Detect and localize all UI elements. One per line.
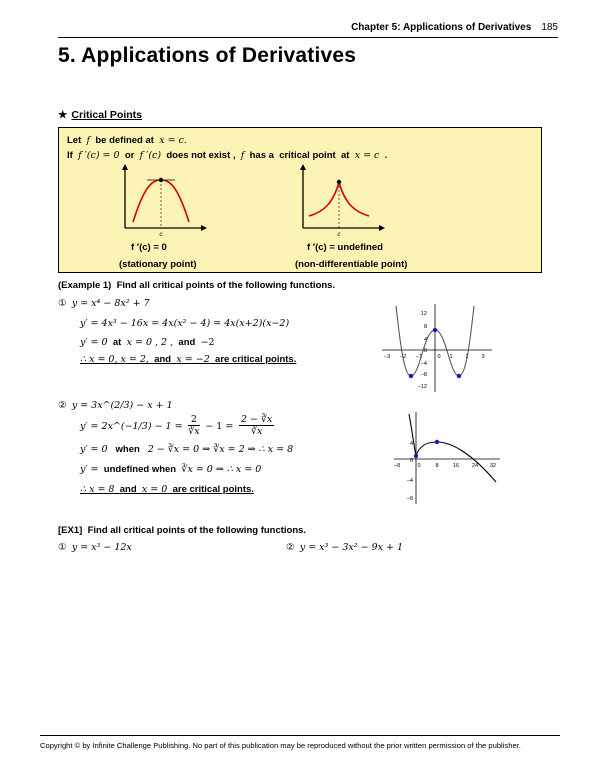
y-tick-label: −8 xyxy=(420,372,427,378)
section-label: Critical Points xyxy=(71,109,143,121)
x-tick-label: 24 xyxy=(471,463,479,469)
x-tick-label: 2 xyxy=(465,354,469,360)
x-tick-label: −1 xyxy=(415,354,423,360)
running-header xyxy=(351,22,558,33)
critical-point-marker xyxy=(435,440,439,444)
problem2-zeros: y′ = 0 when 2 − ∛x = 0 ⇒ ∛x = 2 ⇒ ∴ x = 8 xyxy=(80,444,294,455)
x-axis-arrow xyxy=(379,225,385,231)
y-tick-label: −4 xyxy=(406,478,413,484)
cube-root-graph xyxy=(392,410,502,506)
x-tick-label: 16 xyxy=(452,463,460,469)
y-axis-arrow xyxy=(122,164,128,170)
x-axis-arrow xyxy=(201,225,207,231)
x-tick-label: 0 xyxy=(437,354,441,360)
exercise-q2: ② y = x³ − 3x² − 9x + 1 xyxy=(286,542,403,553)
problem2-conclusion: ∴ x = 8 and x = 0 are critical points. xyxy=(80,484,254,495)
cube-root-curve xyxy=(406,414,496,484)
x-tick-label: 8 xyxy=(435,463,439,469)
quartic-graph xyxy=(376,302,496,394)
graph1-caption: f ′(c) = 0 xyxy=(131,242,167,253)
star-icon: ★ xyxy=(58,109,68,121)
chapter-title: Chapter 5: Applications of Derivatives xyxy=(351,22,532,33)
critical-point-marker xyxy=(457,374,461,378)
y-tick-label: −12 xyxy=(417,384,427,390)
problem1-zeros: y′ = 0 at x = 0 , 2 , and −2 xyxy=(80,337,215,348)
critical-point-marker xyxy=(433,328,437,332)
fraction: $\frac{2 - ∛x}{∛x}$ xyxy=(240,414,273,437)
definition-line-2: If f ′(c) = 0 or f ′(c) does not exist , f has a critical point at x = c . xyxy=(67,150,388,161)
page-title: 5. Applications of Derivatives xyxy=(58,44,357,67)
problem1-derivative: y′ = 4x³ − 16x = 4x(x² − 4) = 4x(x+2)(x−2) xyxy=(80,318,290,329)
x-tick-label: 0 xyxy=(417,463,421,469)
problem2-undefined: y′ = undefined when ∛x = 0 ⇒ ∴ x = 0 xyxy=(80,464,262,475)
copyright-footer: Copyright © by Infinite Challenge Publishing. No part of this publication may be reproduced without the prior written permission of the publisher. xyxy=(40,741,521,750)
y-tick-label: 0 xyxy=(423,348,427,354)
x-tick-label: −8 xyxy=(393,463,401,469)
circled-1: ① xyxy=(58,298,67,309)
y-tick-label: 0 xyxy=(409,458,413,464)
y-tick-label: 4 xyxy=(409,441,413,447)
circled-2: ② xyxy=(58,400,67,411)
x-tick-label: 1 xyxy=(449,354,453,360)
section-heading xyxy=(58,109,142,121)
definition-line-1: Let f be defined at x = c. xyxy=(67,135,187,146)
page-number: 185 xyxy=(541,22,558,33)
y-tick-label: 12 xyxy=(420,311,427,317)
x-tick-label: 32 xyxy=(489,463,497,469)
exercise-heading: [EX1] Find all critical points of the following functions. xyxy=(58,525,307,536)
problem1-statement: ① y = x⁴ − 8x² + 7 xyxy=(58,298,150,309)
exercise-q1: ① y = x³ − 12x xyxy=(58,542,132,553)
problem2-derivative: y′ = 2x^(−1/3) − 1 = $\frac{2}{∛x}$ − 1 = $\frac{2 - ∛x}{∛x}$ xyxy=(80,414,273,437)
graph2-c-label: c xyxy=(337,232,341,236)
x-tick-label: −2 xyxy=(399,354,407,360)
cusp-graph xyxy=(295,164,385,236)
critical-point-marker xyxy=(414,454,418,458)
header-rule xyxy=(58,37,558,38)
max-point xyxy=(159,178,163,182)
critical-point-marker xyxy=(409,374,413,378)
cusp-point xyxy=(337,180,341,184)
y-tick-label: 8 xyxy=(423,324,427,330)
y-axis-arrow xyxy=(300,164,306,170)
y-tick-label: −8 xyxy=(406,496,413,502)
graph2-caption: f ′(c) = undefined xyxy=(307,242,383,253)
x-tick-label: −3 xyxy=(383,354,391,360)
stationary-point-graph xyxy=(117,164,207,236)
graph2-subcaption: (non-differentiable point) xyxy=(295,259,408,270)
graph1-subcaption: (stationary point) xyxy=(119,259,197,270)
x-tick-label: 3 xyxy=(481,354,485,360)
y-tick-label: 4 xyxy=(423,337,427,343)
example1-heading: (Example 1) Find all critical points of the following functions. xyxy=(58,280,336,291)
problem1-conclusion: ∴ x = 0, x = 2, and x = −2 are critical points. xyxy=(80,354,297,365)
footer-rule xyxy=(40,735,560,736)
y-tick-label: −4 xyxy=(420,361,427,367)
graph1-c-label: c xyxy=(159,232,163,236)
fraction: $\frac{2}{∛x}$ xyxy=(188,414,200,437)
problem2-statement: ② y = 3x^(2/3) − x + 1 xyxy=(58,400,173,411)
critical-point-term: critical point xyxy=(279,150,336,161)
definition-box xyxy=(58,127,542,273)
